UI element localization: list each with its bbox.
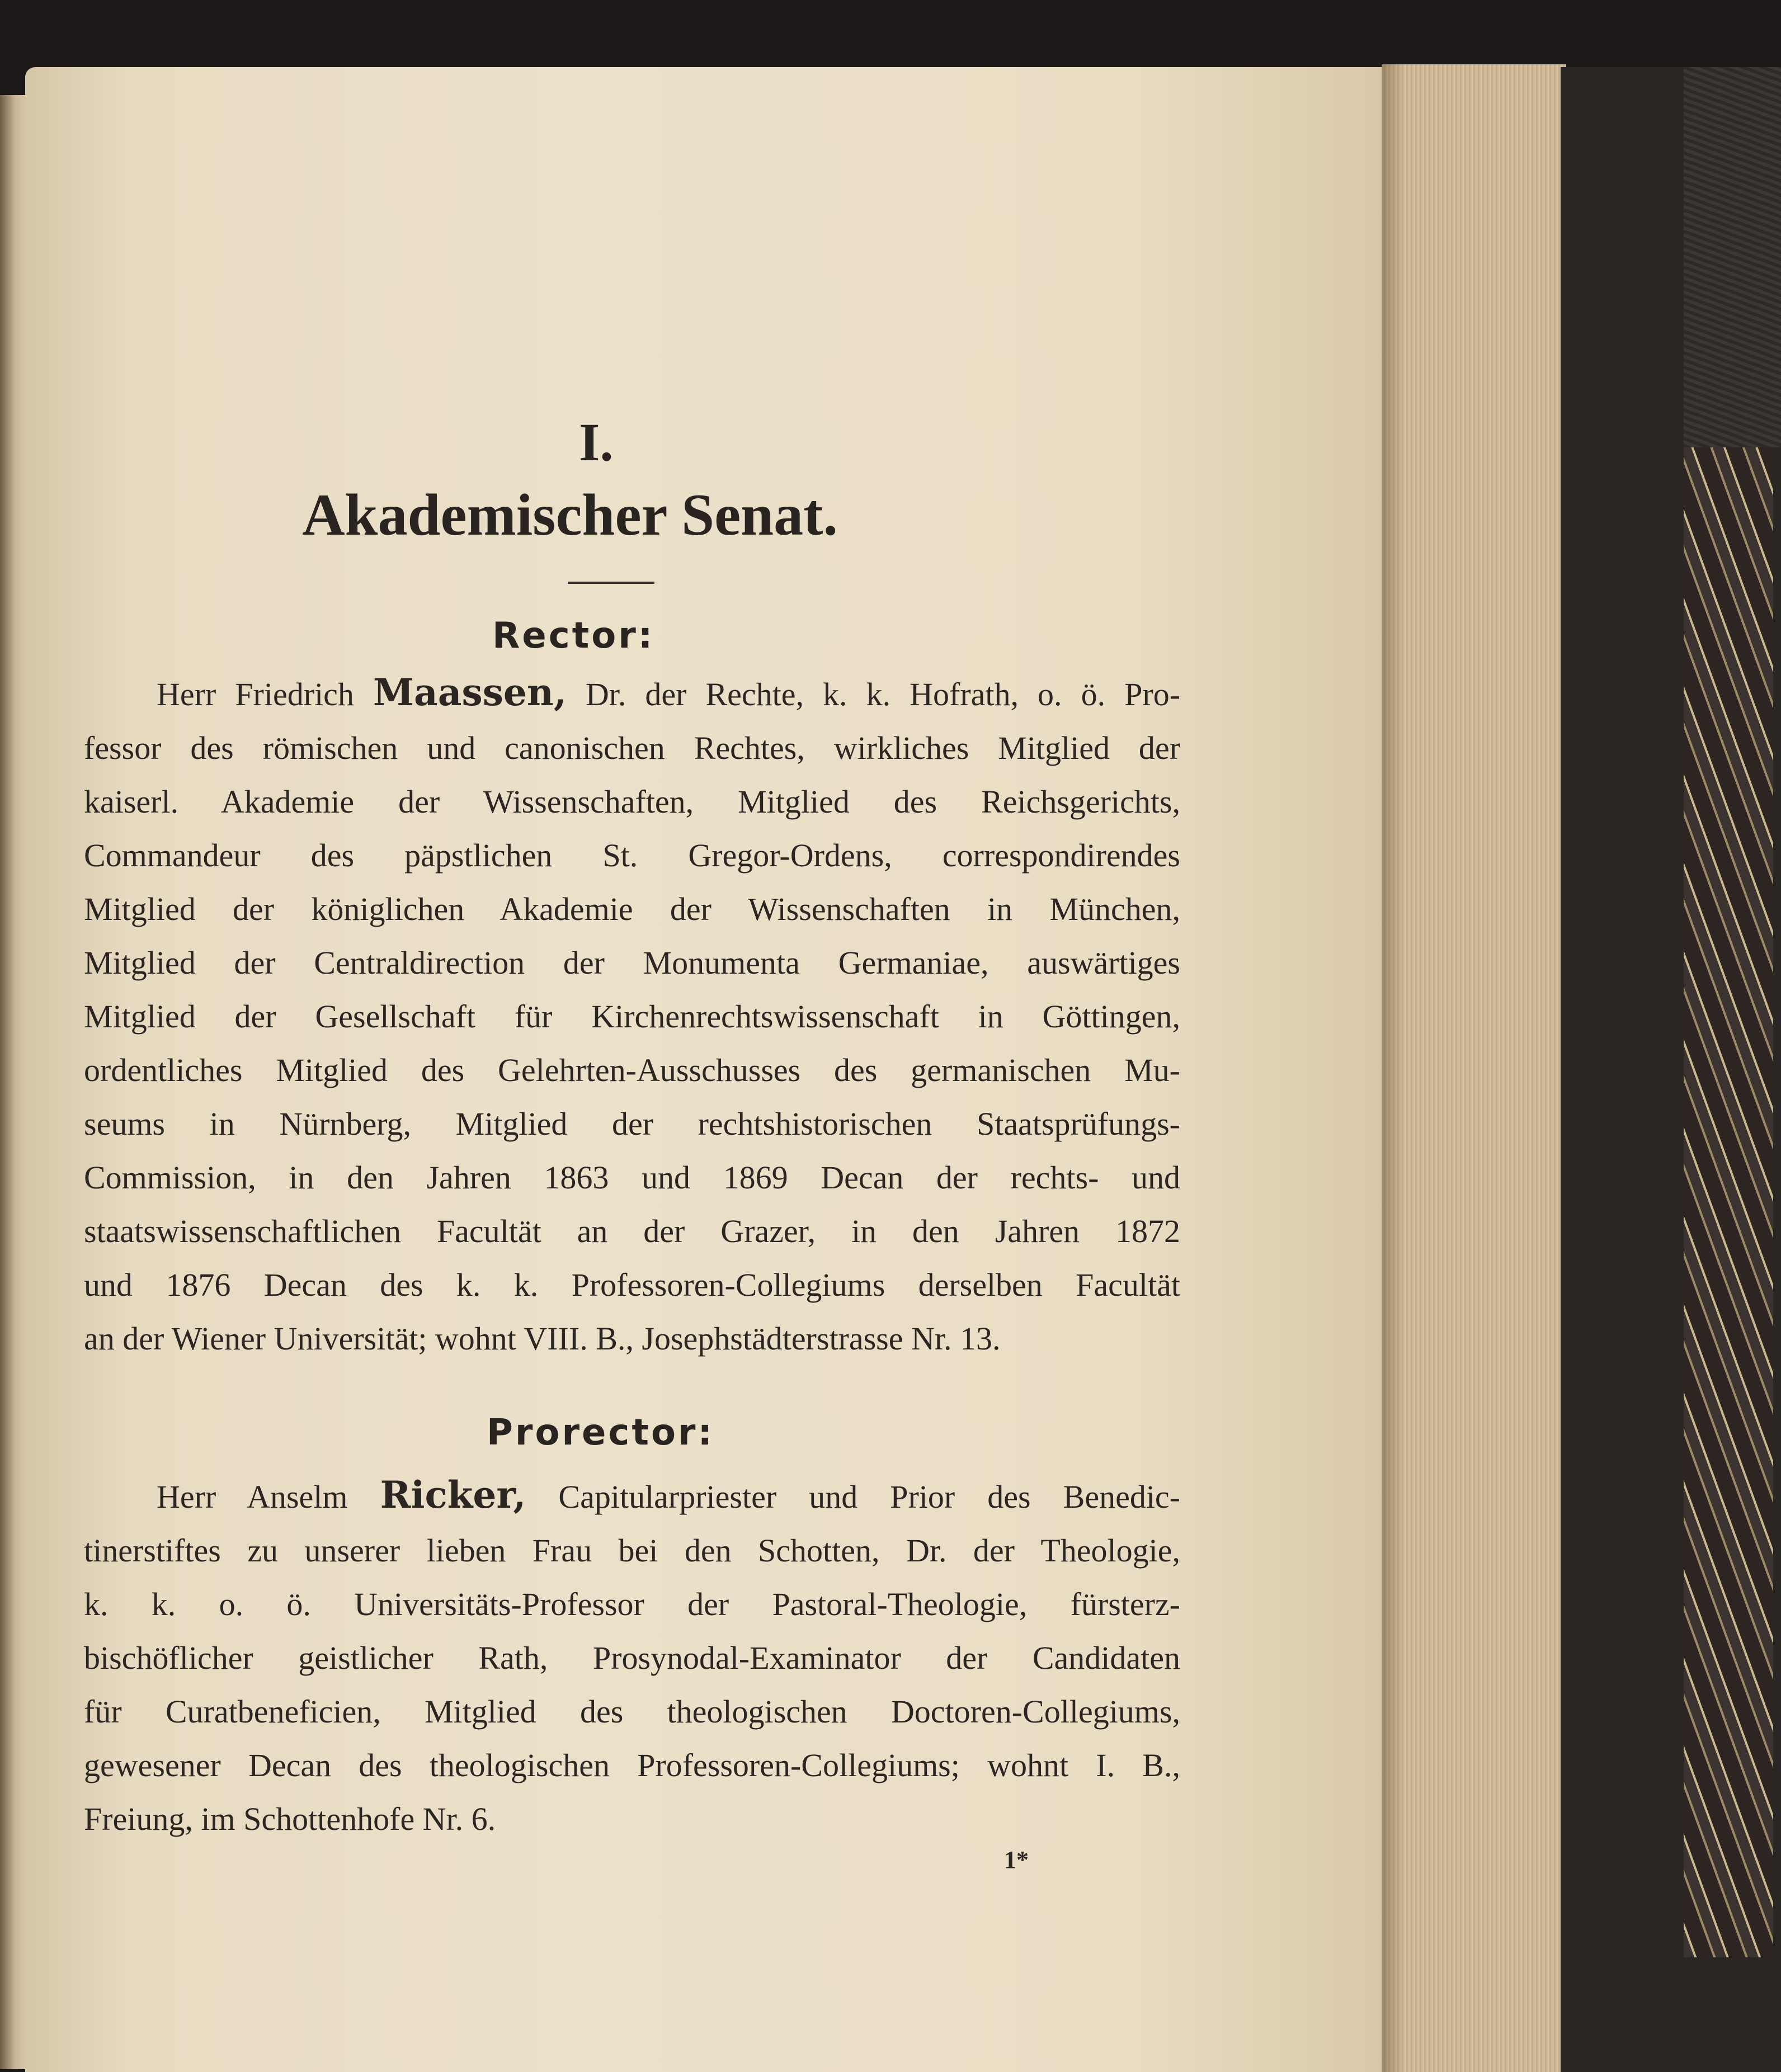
title-rule [568, 582, 654, 584]
prorector-line-5: für Curatbeneficien, Mitglied des theologischen Doctoren-Collegiums, [84, 1693, 1180, 1730]
rector-line-3: kaiserl. Akademie der Wissenschaften, Mitglied des Reichsgerichts, [84, 784, 1180, 820]
rector-line-4: Commandeur des päpstlichen St. Gregor-Ordens, correspondirendes [84, 837, 1180, 874]
rector-line-11: staatswissenschaftlichen Facultät an der Grazer, in den Jahren 1872 [84, 1213, 1180, 1249]
prorector-line-2: tinerstiftes zu unserer lieben Frau bei den Schotten, Dr. der Theologie, [84, 1532, 1180, 1569]
prorector-line-4: bischöflicher geistlicher Rath, Prosynodal-Examinator der Candidaten [84, 1640, 1180, 1676]
rector-line-8: ordentliches Mitglied des Gelehrten-Ausschusses des germanischen Mu- [84, 1052, 1180, 1088]
prorector-heading: Prorector: [487, 1412, 715, 1453]
rector-line-7: Mitglied der Gesellschaft für Kirchenrechtswissenschaft in Göttingen, [84, 998, 1180, 1035]
folio: 1* [1004, 1846, 1029, 1873]
section-numeral: I. [579, 412, 614, 472]
rector-line-13: an der Wiener Universität; wohnt VIII. B., Josephstädterstrasse Nr. 13. [84, 1320, 1001, 1357]
rector-line-9: seums in Nürnberg, Mitglied der rechtshistorischen Staatsprüfungs- [84, 1106, 1180, 1142]
rector-line-1: Herr Friedrich Maassen, Dr. der Rechte, k. k. Hofrath, o. ö. Pro- [157, 671, 1181, 714]
prorector-name: Ricker, [380, 1473, 526, 1517]
section-title: Akademischer Senat. [302, 482, 838, 548]
prorector-line-6: gewesener Decan des theologischen Professoren-Collegiums; wohnt I. B., [84, 1747, 1180, 1783]
rector-heading: Rector: [492, 615, 655, 657]
page-fore-edge [1382, 64, 1566, 2072]
prorector-line-3: k. k. o. ö. Universitäts-Professor der Pastoral-Theologie, fürsterz- [84, 1586, 1180, 1622]
prorector-line-7: Freiung, im Schottenhofe Nr. 6. [84, 1801, 496, 1837]
rector-line-10: Commission, in den Jahren 1863 und 1869 Decan der rechts- und [84, 1159, 1180, 1196]
rector-line-2: fessor des römischen und canonischen Rechtes, wirkliches Mitglied der [84, 730, 1180, 766]
marbled-cover [1684, 447, 1773, 1957]
rector-line-12: und 1876 Decan des k. k. Professoren-Collegiums derselben Facultät [84, 1267, 1180, 1303]
page-edge-shadow [1382, 64, 1404, 2072]
prorector-line-1: Herr Anselm Ricker, Capitularpriester und Prior des Benedic- [157, 1473, 1180, 1517]
rector-paragraph [84, 666, 1180, 1366]
rector-name: Maassen, [373, 671, 567, 714]
prorector-paragraph [84, 1468, 1180, 1846]
rector-line-6: Mitglied der Centraldirection der Monumenta Germaniae, auswärtiges [84, 945, 1180, 981]
cover-leather [1684, 67, 1781, 447]
rector-line-5: Mitglied der königlichen Akademie der Wissenschaften in München, [84, 891, 1180, 927]
